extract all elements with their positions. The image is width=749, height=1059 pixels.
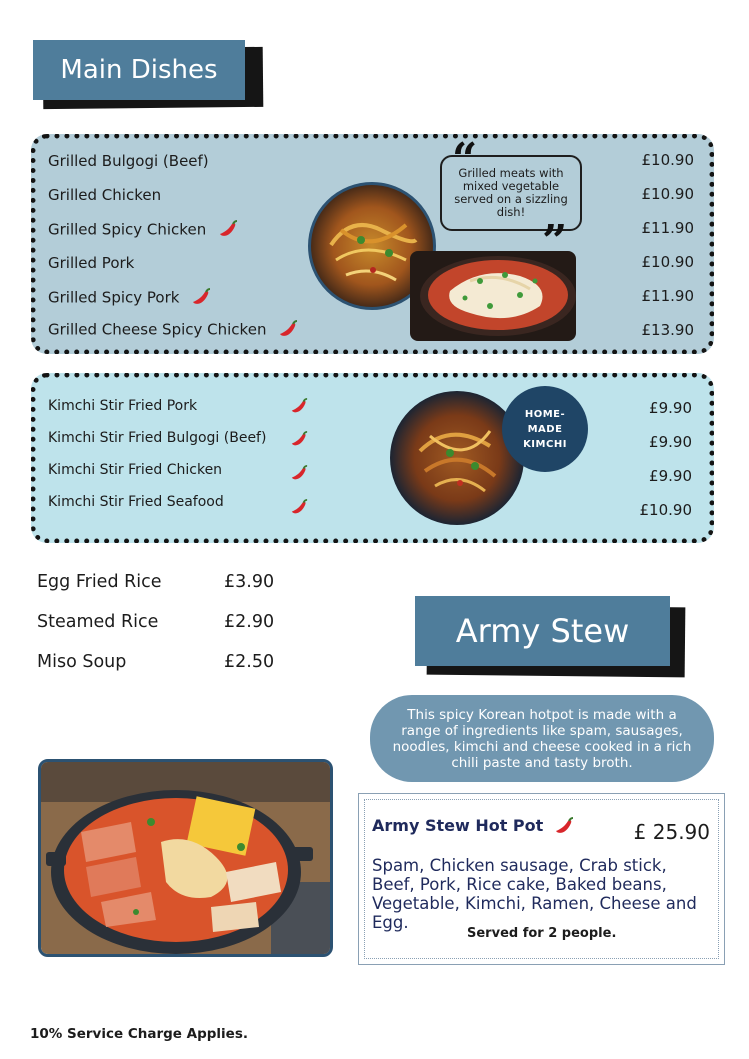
badge-line: KIMCHI — [523, 438, 567, 450]
menu-item[interactable] — [48, 220, 239, 240]
menu-item[interactable] — [48, 494, 224, 510]
chili-pepper-icon — [190, 288, 212, 308]
chili-pepper-icon — [289, 398, 309, 416]
side-price: £2.90 — [224, 612, 275, 632]
item-name: Grilled Bulgogi (Beef) — [48, 152, 209, 170]
side-name: Egg Fried Rice — [37, 572, 162, 592]
item-price: £11.90 — [641, 287, 694, 305]
menu-item[interactable] — [48, 430, 266, 446]
item-price: £10.90 — [641, 185, 694, 203]
item-price: £11.90 — [641, 219, 694, 237]
item-name: Grilled Chicken — [48, 186, 162, 204]
menu-item[interactable] — [48, 462, 222, 478]
item-name: Kimchi Stir Fried Pork — [48, 398, 198, 414]
menu-item[interactable] — [48, 186, 161, 204]
side-price: £2.50 — [224, 652, 275, 672]
main-dishes-banner — [33, 40, 265, 110]
homemade-kimchi-badge — [502, 386, 588, 472]
side-item[interactable] — [37, 652, 126, 672]
side-item[interactable] — [37, 572, 162, 592]
speech-bubble: Grilled meats with mixed vegetable served on a sizzling dish! — [440, 155, 582, 231]
quotation-mark-icon: “ — [452, 134, 478, 185]
dish-ingredients: Spam, Chicken sausage, Crab stick, Beef, Pork, Rice cake, Baked beans, Vegetable, Kimchi, Ramen, Cheese and Egg. — [372, 856, 697, 932]
menu-item[interactable] — [48, 398, 197, 414]
side-name: Steamed Rice — [37, 612, 159, 632]
service-charge-note: 10% Service Charge Applies. — [30, 1026, 248, 1042]
chili-pepper-icon — [217, 220, 239, 240]
side-item[interactable] — [37, 612, 158, 632]
main-dishes-heading: Main Dishes — [33, 40, 245, 100]
item-price: £10.90 — [641, 151, 694, 169]
serving-note: Served for 2 people. — [467, 926, 617, 941]
chili-pepper-icon — [289, 499, 309, 517]
item-name: Kimchi Stir Fried Chicken — [48, 462, 223, 478]
army-stew-description: This spicy Korean hotpot is made with a range of ingredients like spam, sausages, noodles, kimchi and cheese cooked in a rich chili paste and tasty broth. — [370, 695, 714, 782]
item-name: Kimchi Stir Fried Seafood — [48, 494, 224, 510]
army-stew-photo — [38, 759, 333, 957]
item-name: Grilled Spicy Chicken — [48, 220, 207, 239]
quotation-mark-icon: ” — [542, 216, 568, 267]
badge-line: MADE — [527, 423, 563, 435]
chili-pepper-icon — [277, 320, 299, 340]
side-name: Miso Soup — [37, 652, 127, 672]
dish-price: £ 25.90 — [633, 820, 710, 844]
item-price: £10.90 — [641, 253, 694, 271]
item-name: Grilled Cheese Spicy Chicken — [48, 320, 267, 339]
badge-line: HOME- — [524, 408, 566, 420]
menu-item[interactable] — [48, 320, 299, 340]
dish-title — [372, 816, 575, 837]
item-price: £9.90 — [649, 399, 692, 417]
army-stew-banner — [415, 596, 687, 680]
item-price: £9.90 — [649, 433, 692, 451]
chili-pepper-icon — [289, 431, 309, 449]
menu-item[interactable] — [48, 152, 209, 170]
menu-item[interactable] — [48, 288, 212, 308]
item-name: Grilled Spicy Pork — [48, 288, 180, 307]
chili-pepper-icon — [289, 465, 309, 483]
chili-pepper-icon — [553, 817, 575, 837]
menu-item[interactable] — [48, 254, 134, 272]
item-price: £13.90 — [641, 321, 694, 339]
side-price: £3.90 — [224, 572, 275, 592]
army-stew-heading: Army Stew — [415, 596, 670, 666]
item-price: £10.90 — [639, 501, 692, 519]
item-name: Kimchi Stir Fried Bulgogi (Beef) — [48, 430, 267, 446]
army-stew-card[interactable] — [358, 793, 725, 965]
item-price: £9.90 — [649, 467, 692, 485]
item-name: Grilled Pork — [48, 254, 135, 272]
dish-name: Army Stew Hot Pot — [372, 816, 544, 835]
